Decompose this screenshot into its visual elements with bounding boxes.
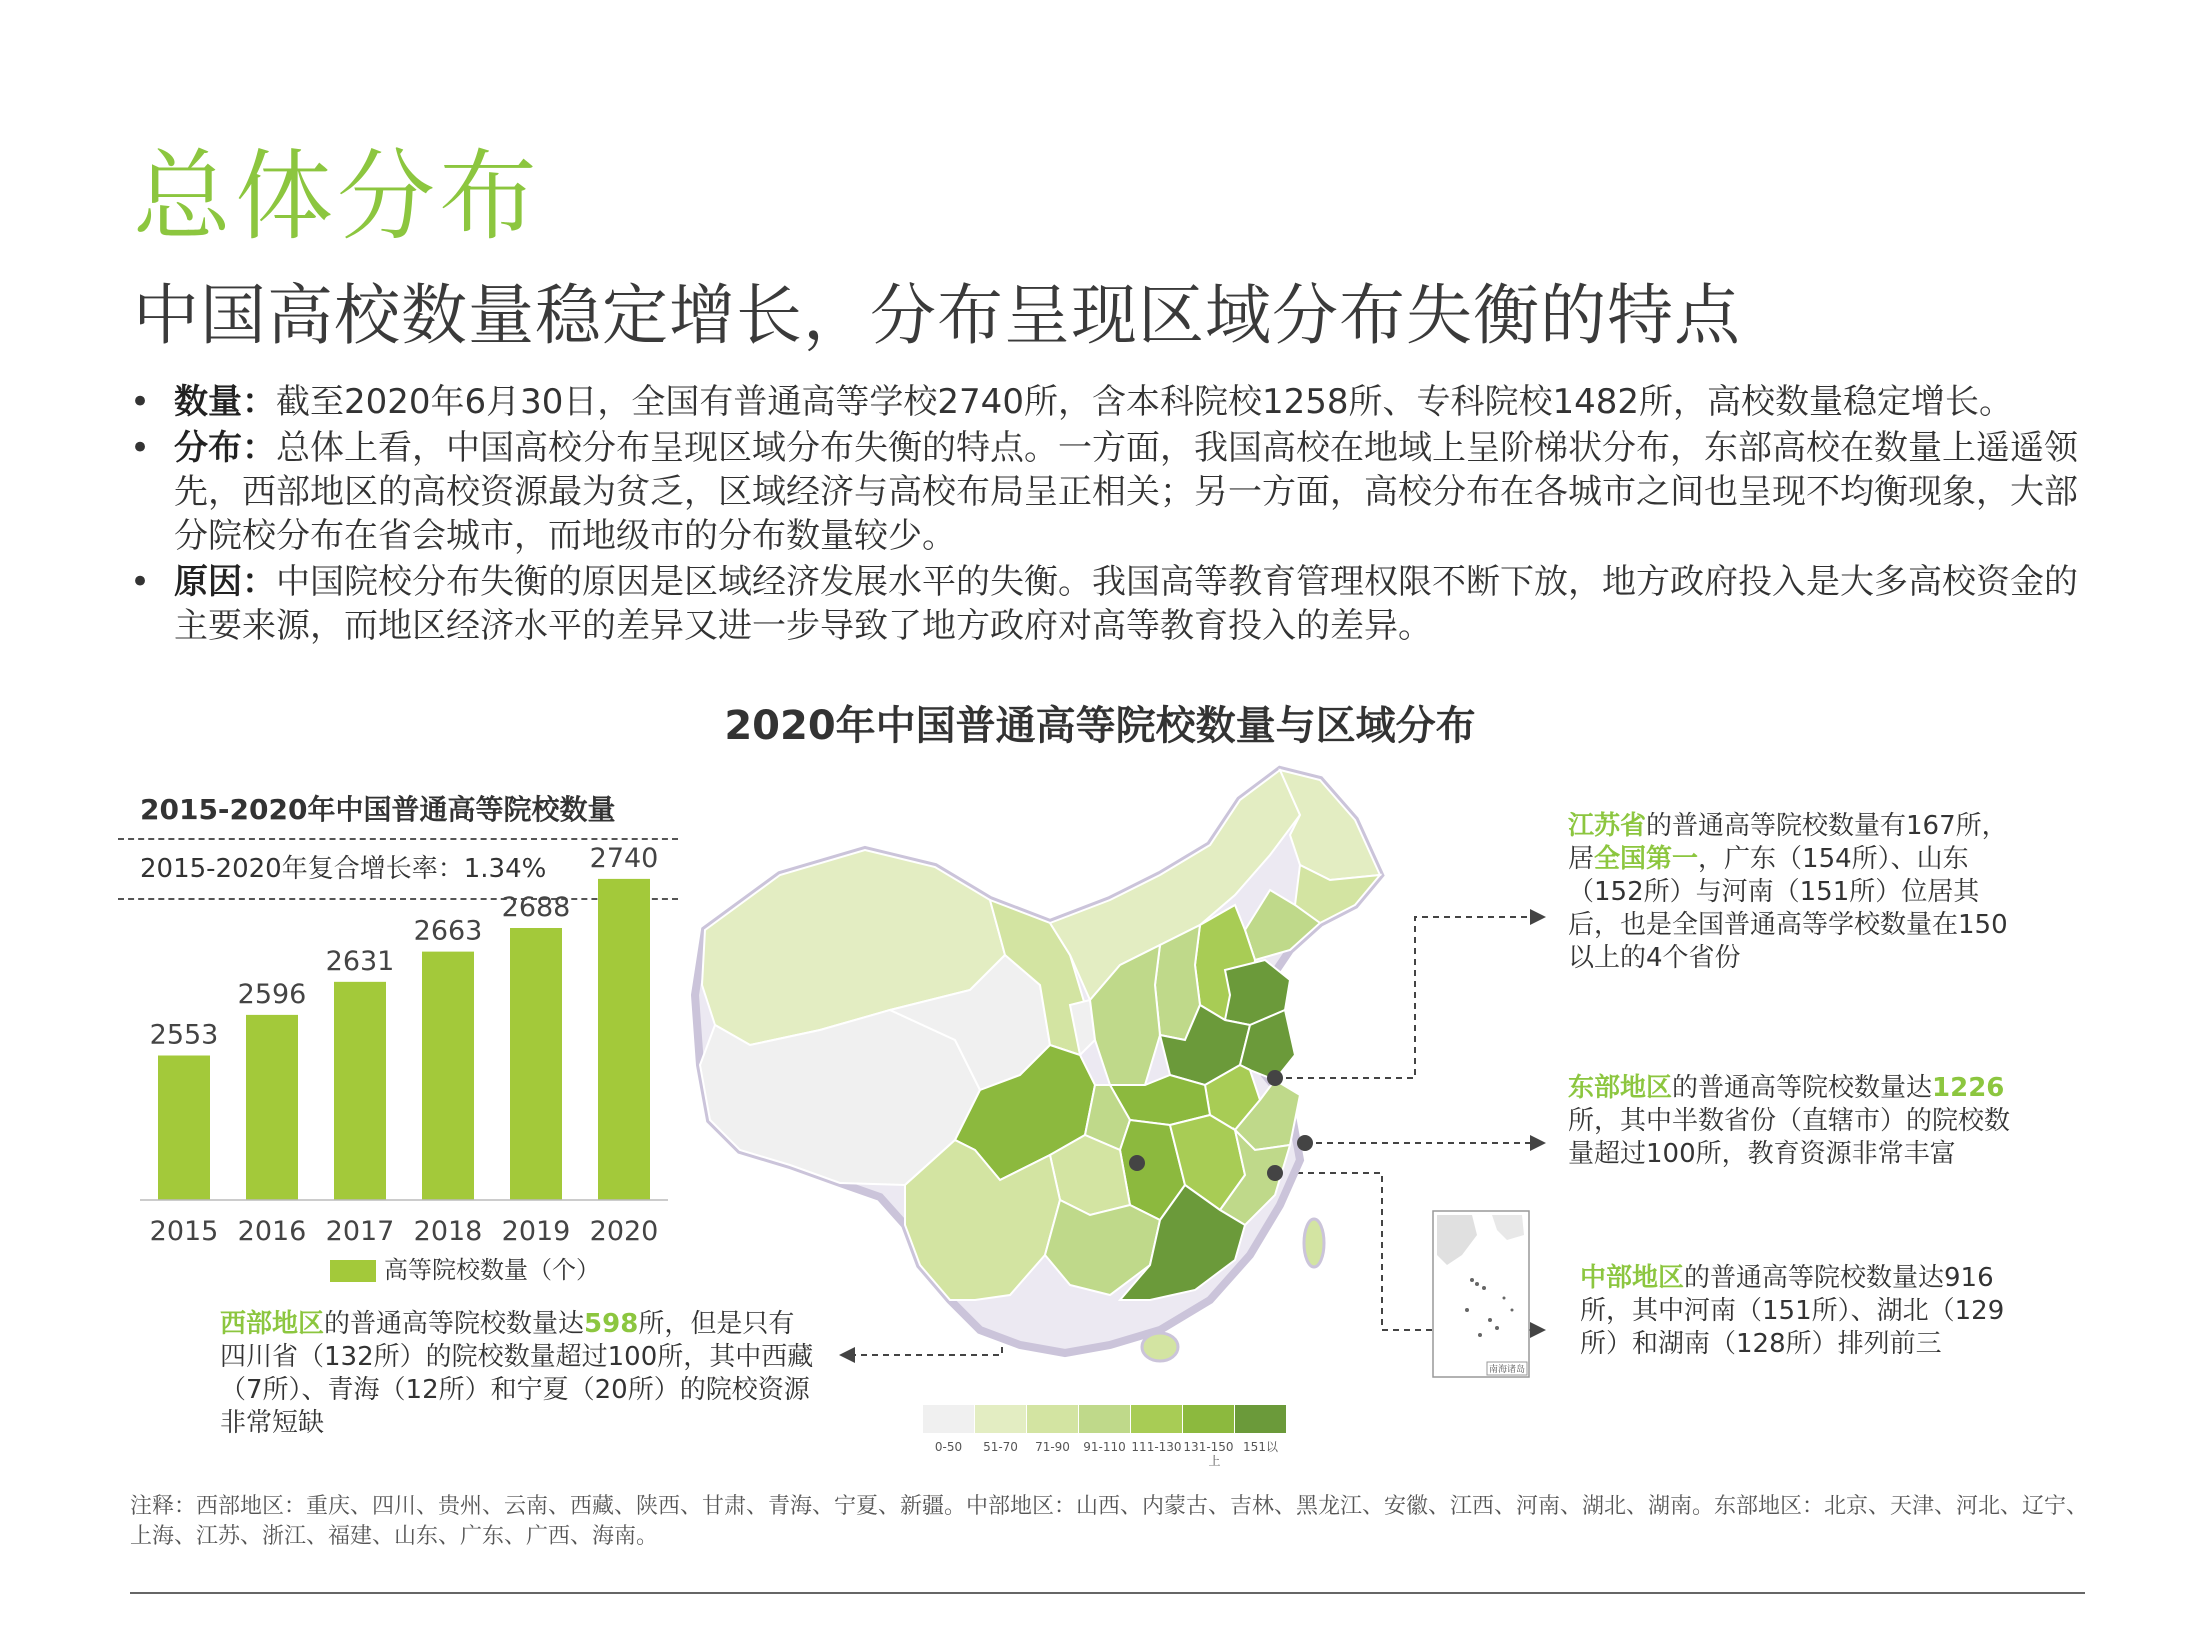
data-label-2016: 2596 [237,978,307,1010]
legend-bin-51-70 [975,1405,1026,1433]
arrow-jiangsu [1530,909,1546,925]
callout-highlight: 江苏省 [1568,811,1647,841]
callout-highlight: 全国第一 [1594,844,1699,874]
tick-label-2016: 2016 [237,1216,307,1247]
legend-bin-label: 0-50 [934,1440,963,1454]
data-label-2018: 2663 [413,915,483,947]
bar-2016 [246,1015,298,1200]
legend-bin-label: 151以 [1243,1440,1278,1454]
arrow-central [1530,1322,1546,1338]
bottom-rule [130,1592,2085,1594]
callout-text: 所，但是只有四川省（132所）的院校数量超过100所，其中西藏（7所）、青海（12所）和宁夏（20所）的院校资源非常短缺 [220,1309,814,1438]
bullet-distribution [130,426,2090,558]
callout-highlight: 东部地区 [1568,1073,1673,1103]
bullet-text: 总体上看，中国高校分布呈现区域分布失衡的特点。一方面，我国高校在地域上呈阶梯状分布，东部高校在数量上遥遥领先，西部地区的高校资源最为贫乏，区域经济与高校布局呈正相关；另一方面，高校分布在各城市之间也呈现不均衡现象，大部分院校分布在省会城市，而地级市的分布数量较少。 [174,428,2078,556]
bar-2020 [598,879,650,1200]
bullet-text: 截至2020年6月30日，全国有普通高等学校2740所，含本科院校1258所、专科院校1482所，高校数量稳定增长。 [276,382,2014,422]
data-label-2017: 2631 [325,945,395,977]
data-label-2020: 2740 [589,842,659,874]
legend-swatch [330,1260,376,1282]
arrow-west [839,1347,855,1363]
data-label-2015: 2553 [149,1019,219,1051]
legend-bin-label-cont: 上 [1208,1454,1221,1468]
bullet-list [130,380,2090,650]
bullet-dot: • [130,562,151,602]
legend-bin-label: 71-90 [1035,1440,1070,1454]
region-taiwan [1304,1219,1324,1267]
region-hainan [1142,1333,1178,1361]
marker-east [1297,1135,1313,1151]
marker-west [1129,1155,1145,1171]
callout-text: 的普通高等院校数量达916所，其中河南（151所）、湖北（129所）和湖南（128所）排列前三 [1580,1263,2005,1359]
bullet-quantity [130,380,2090,424]
legend-bin-label: 51-70 [983,1440,1018,1454]
section-title: 总体分布 [133,140,542,254]
callout-central [1580,1262,2010,1361]
legend-bin-111-130 [1131,1405,1182,1433]
bullet-dot: • [130,428,151,468]
bullet-reason [130,560,2090,648]
legend-bin-label: 91-110 [1083,1440,1126,1454]
bar-chart [130,842,690,1250]
callout-highlight: 598 [584,1309,639,1339]
tick-label-2020: 2020 [589,1216,659,1247]
leader-line-jiangsu [1275,917,1530,1078]
data-label-2019: 2688 [501,892,571,923]
marker-jiangsu [1267,1070,1283,1086]
callout-jiangsu [1568,810,2028,975]
legend-bin-131-150 [1183,1405,1234,1433]
south-sea-inset [1432,1210,1532,1380]
tick-label-2017: 2017 [325,1216,395,1247]
callout-text: ，广东（154所）、山东（152所）与河南（151所）位居其后，也是全国普通高等学校数量在150以上的4个省份 [1568,844,2008,973]
bullet-label: 数量： [174,382,276,422]
bullet-dot: • [130,382,151,422]
legend-bin-71-90 [1027,1405,1078,1433]
callout-text: 所，其中半数省份（直辖市）的院校数量超过100所，教育资源非常丰富 [1568,1106,2011,1169]
callout-highlight: 西部地区 [220,1309,325,1339]
bullet-label: 原因： [174,562,276,602]
inset-label: 南海诸岛 [1488,1365,1526,1375]
callout-text: 的普通高等院校数量达 [324,1309,585,1339]
bar-legend [330,1250,600,1285]
legend-bin-91-110 [1079,1405,1130,1433]
bar-2015 [158,1056,210,1201]
legend-bin-label: 131-150 [1183,1440,1234,1454]
bullet-label: 分布： [174,428,276,468]
arrow-east [1530,1135,1546,1151]
bar-chart-title: 2015-2020年中国普通高等院校数量 [140,793,616,826]
legend-bin-0-50 [923,1405,974,1433]
tick-label-2018: 2018 [413,1216,483,1247]
legend-bin-151以上 [1235,1405,1286,1433]
main-chart-title: 2020年中国普通高等院校数量与区域分布 [724,703,1476,749]
headline: 中国高校数量稳定增长，分布呈现区域分布失衡的特点 [133,277,1741,354]
footnote: 注释：西部地区：重庆、四川、贵州、云南、西藏、陕西、甘肃、青海、宁夏、新疆。中部地区：山西、内蒙古、吉林、黑龙江、安徽、江西、河南、湖北、湖南。东部地区：北京、天津、河北、辽宁、上海、江苏、浙江、福建、山东、广东、广西、海南。 [130,1494,2089,1549]
legend-label: 高等院校数量（个） [384,1256,600,1284]
callout-east [1568,1072,2018,1171]
bar-2017 [334,982,386,1200]
map-legend [923,1405,1293,1475]
bar-2019 [510,928,562,1200]
marker-central [1267,1165,1283,1181]
legend-bin-label: 111-130 [1131,1440,1182,1454]
callout-text: 的普通高等院校数量有167所，居 [1568,811,2008,874]
cagr-text: 2015-2020年复合增长率：1.34% [140,854,547,884]
callout-text: 的普通高等院校数量达 [1672,1073,1933,1103]
china-map [690,755,1430,1395]
tick-label-2015: 2015 [149,1216,219,1247]
callout-highlight: 中部地区 [1580,1263,1685,1293]
bullet-text: 中国院校分布失衡的原因是区域经济发展水平的失衡。我国高等教育管理权限不断下放，地方政府投入是大多高校资金的主要来源，而地区经济水平的差异又进一步导致了地方政府对高等教育投入的差异。 [174,562,2078,646]
tick-label-2019: 2019 [501,1216,571,1247]
bar-2018 [422,952,474,1200]
callout-west [220,1308,820,1440]
callout-highlight: 1226 [1932,1073,2005,1103]
